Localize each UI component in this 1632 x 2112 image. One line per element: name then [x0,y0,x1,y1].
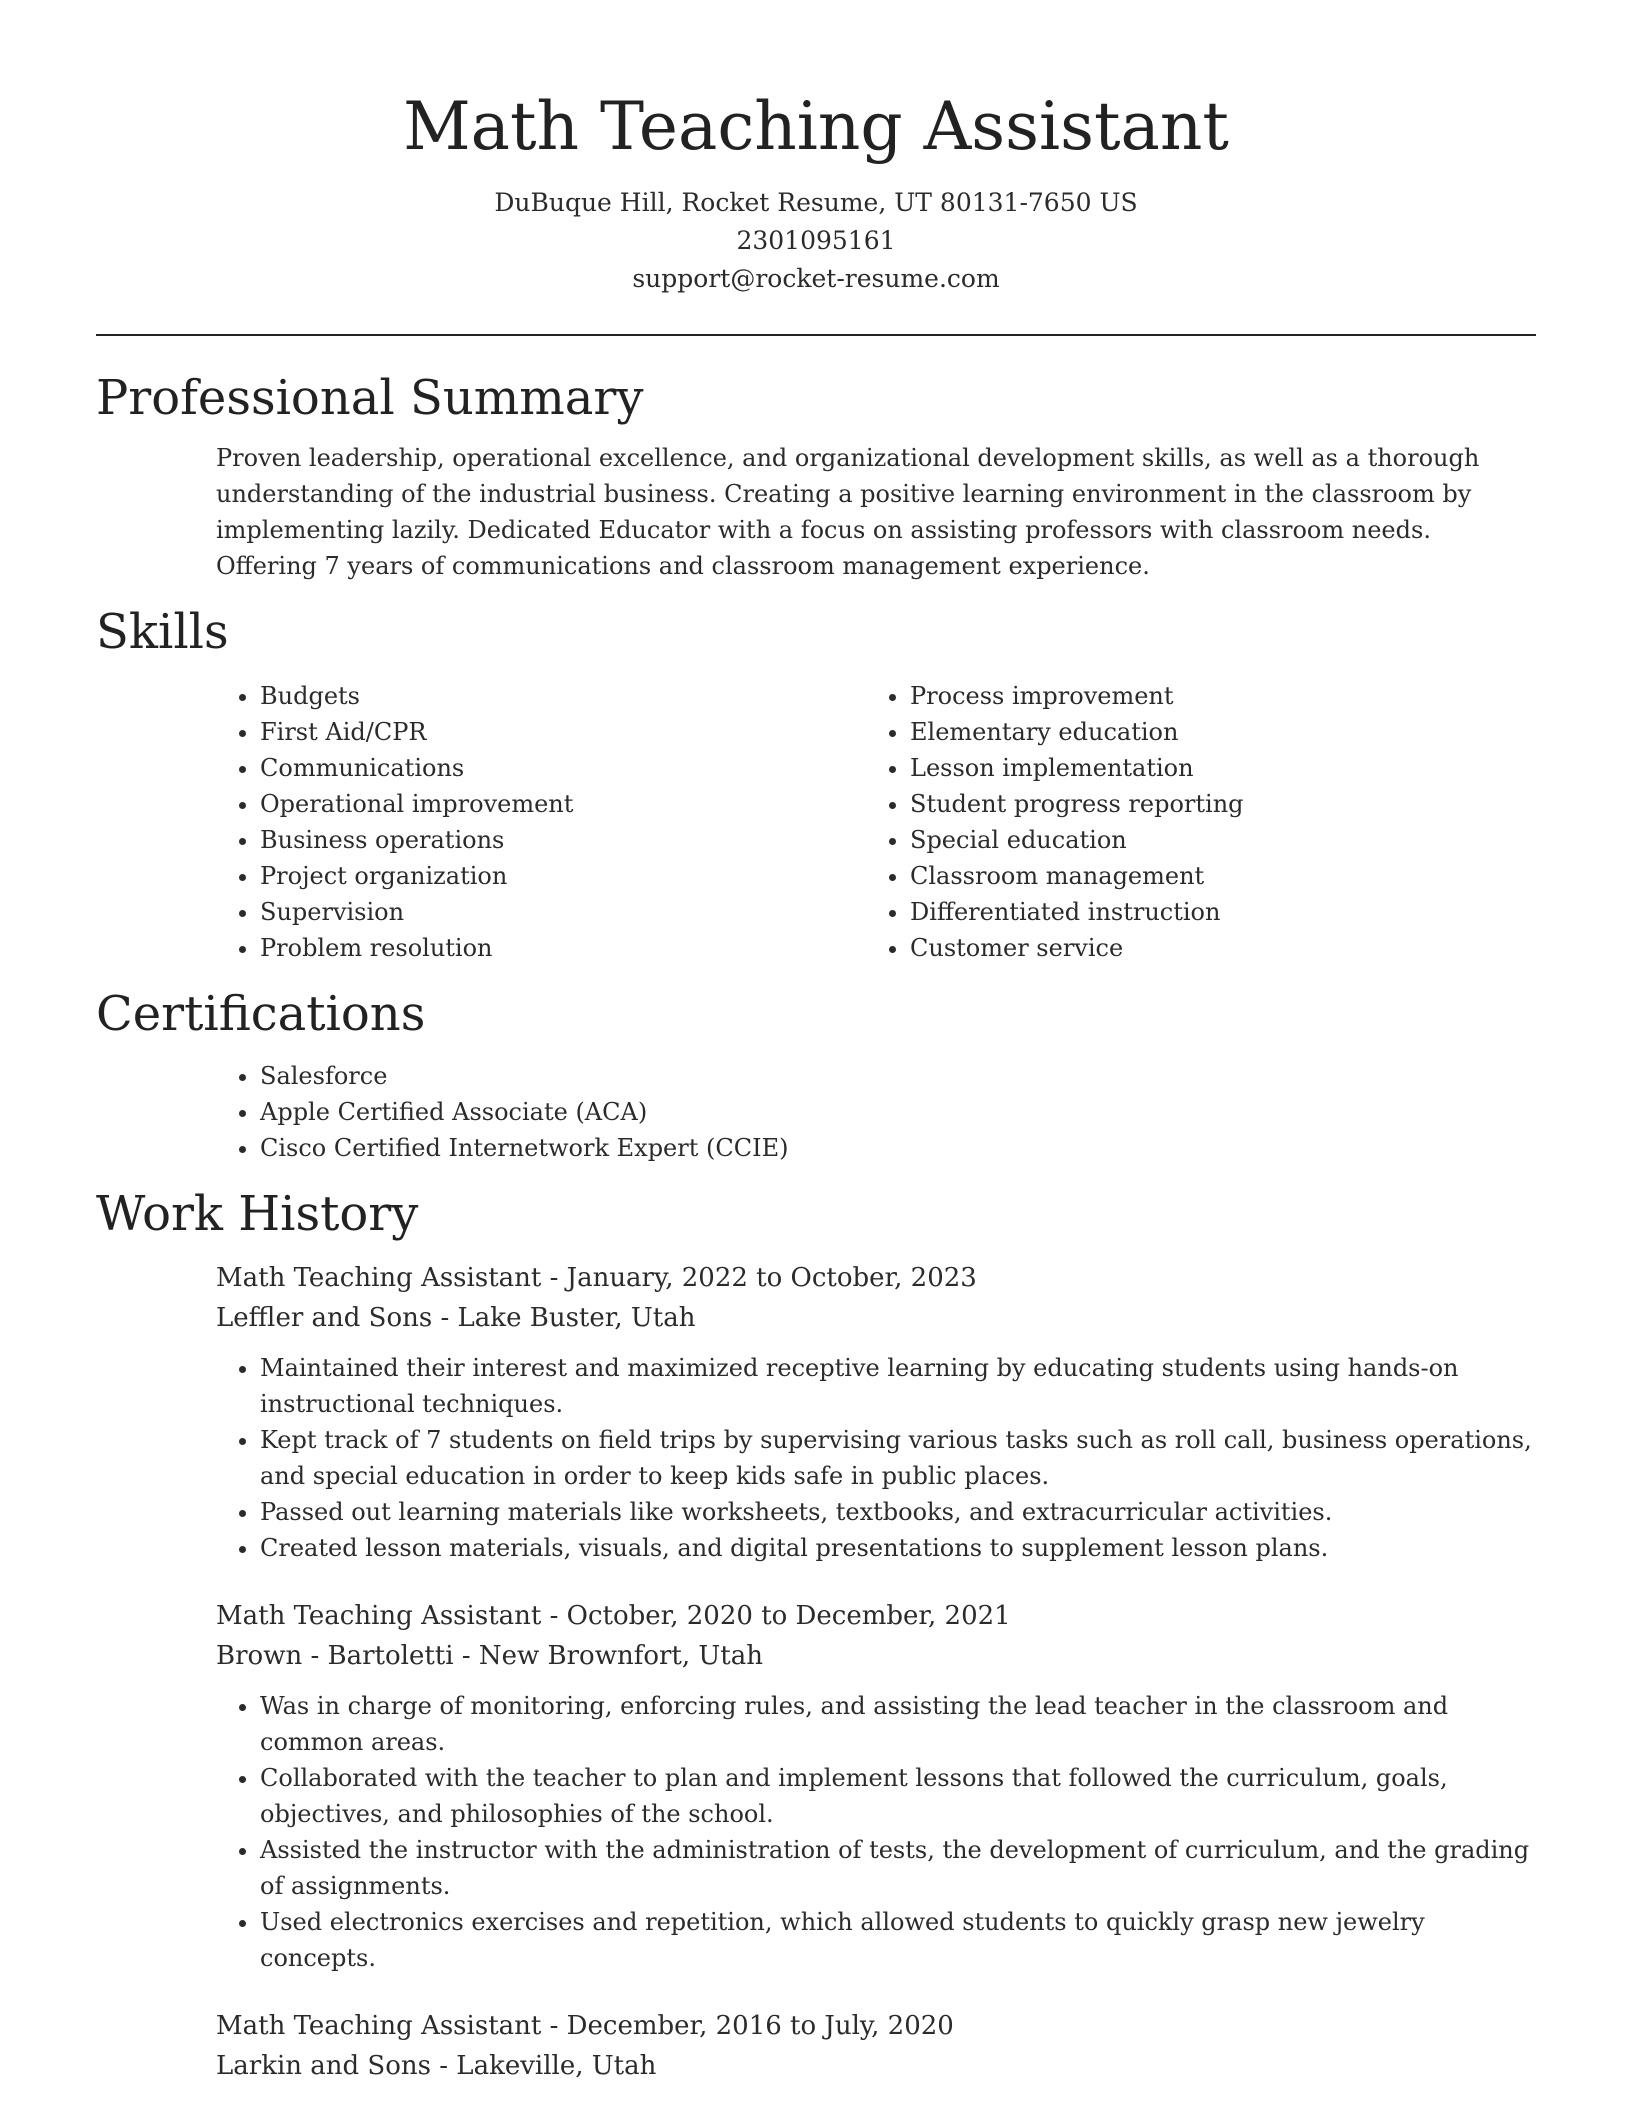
skill-item: • Student progress reporting [910,786,1466,822]
skill-item: • Supervision [260,894,866,930]
skill-item: • Elementary education [910,714,1466,750]
job-title-line: Math Teaching Assistant - October, 2020 to December, 2021 [216,1601,1011,1631]
skills-title: Skills [96,604,229,660]
job-bullets [216,1688,1536,1976]
skill-item: • Project organization [260,858,866,894]
certifications-list [216,1058,1536,1166]
contact-email: support@rocket-resume.com [632,264,1000,293]
skill-item: • Customer service [910,930,1466,966]
job-company-line: Brown - Bartoletti - New Brownfort, Utah [216,1641,764,1671]
job-bullet: • Was in charge of monitoring, enforcing rules, and assisting the lead teacher in the classroom and common areas. [260,1688,1536,1760]
certification-item: • Salesforce [260,1058,1536,1094]
certifications-title: Certifications [96,986,426,1042]
skill-item: • Budgets [260,678,866,714]
job-bullet: • Kept track of 7 students on field trips by supervising various tasks such as roll call, business operations, and special education in order to keep kids safe in public places. [260,1422,1536,1494]
skills-section [96,600,1536,966]
skills-list-left [216,678,866,966]
certification-item: • Apple Certified Associate (ACA) [260,1094,1536,1130]
work-history-title: Work History [96,1186,419,1242]
job-entry [216,1258,1536,1566]
certification-item: • Cisco Certified Internetwork Expert (CCIE) [260,1130,1536,1166]
skills-list-right [866,678,1466,966]
job-bullet: • Used electronics exercises and repetition, which allowed students to quickly grasp new jewelry concepts. [260,1904,1536,1976]
skill-item: • Classroom management [910,858,1466,894]
skill-item: • Communications [260,750,866,786]
skills-grid [216,678,1536,966]
job-entry [216,2006,1536,2086]
work-history-section [96,1182,1536,2086]
contact-phone: 2301095161 [736,226,896,255]
header-divider [96,334,1536,336]
job-bullet: • Collaborated with the teacher to plan and implement lessons that followed the curriculum, goals, objectives, and philosophies of the school. [260,1760,1536,1832]
job-bullet: • Maintained their interest and maximized receptive learning by educating students using hands-on instructional techniques. [260,1350,1536,1422]
summary-section [96,366,1536,584]
job-bullet: • Passed out learning materials like worksheets, textbooks, and extracurricular activities. [260,1494,1536,1530]
skill-item: • Special education [910,822,1466,858]
skill-item: • Business operations [260,822,866,858]
skill-item: • Differentiated instruction [910,894,1466,930]
summary-title: Professional Summary [96,370,644,426]
job-company-line: Leffler and Sons - Lake Buster, Utah [216,1303,696,1333]
job-company-line: Larkin and Sons - Lakeville, Utah [216,2051,657,2081]
contact-address: DuBuque Hill, Rocket Resume, UT 80131-7650 US [494,188,1138,217]
skill-item: • Operational improvement [260,786,866,822]
job-bullet: • Assisted the instructor with the administration of tests, the development of curriculum, and the grading of assignments. [260,1832,1536,1904]
job-entry [216,1596,1536,1976]
resume-header [96,0,1536,298]
summary-text: Proven leadership, operational excellence, and organizational development skills, as well as a thorough understanding of the industrial business. Creating a positive learning environment in the classroom by implementing lazily. Dedicated Educator with a focus on assisting professors with classroom needs. Offering 7 years of communications and classroom management experience. [216,444,1480,580]
job-title-line: Math Teaching Assistant - January, 2022 to October, 2023 [216,1263,977,1293]
job-bullet: • Created lesson materials, visuals, and digital presentations to supplement lesson plans. [260,1530,1536,1566]
job-title-line: Math Teaching Assistant - December, 2016 to July, 2020 [216,2011,954,2041]
certifications-section [96,982,1536,1166]
skill-item: • Problem resolution [260,930,866,966]
skill-item: • First Aid/CPR [260,714,866,750]
resume-name: Math Teaching Assistant [403,88,1229,165]
job-bullets [216,1350,1536,1566]
skill-item: • Lesson implementation [910,750,1466,786]
skill-item: • Process improvement [910,678,1466,714]
